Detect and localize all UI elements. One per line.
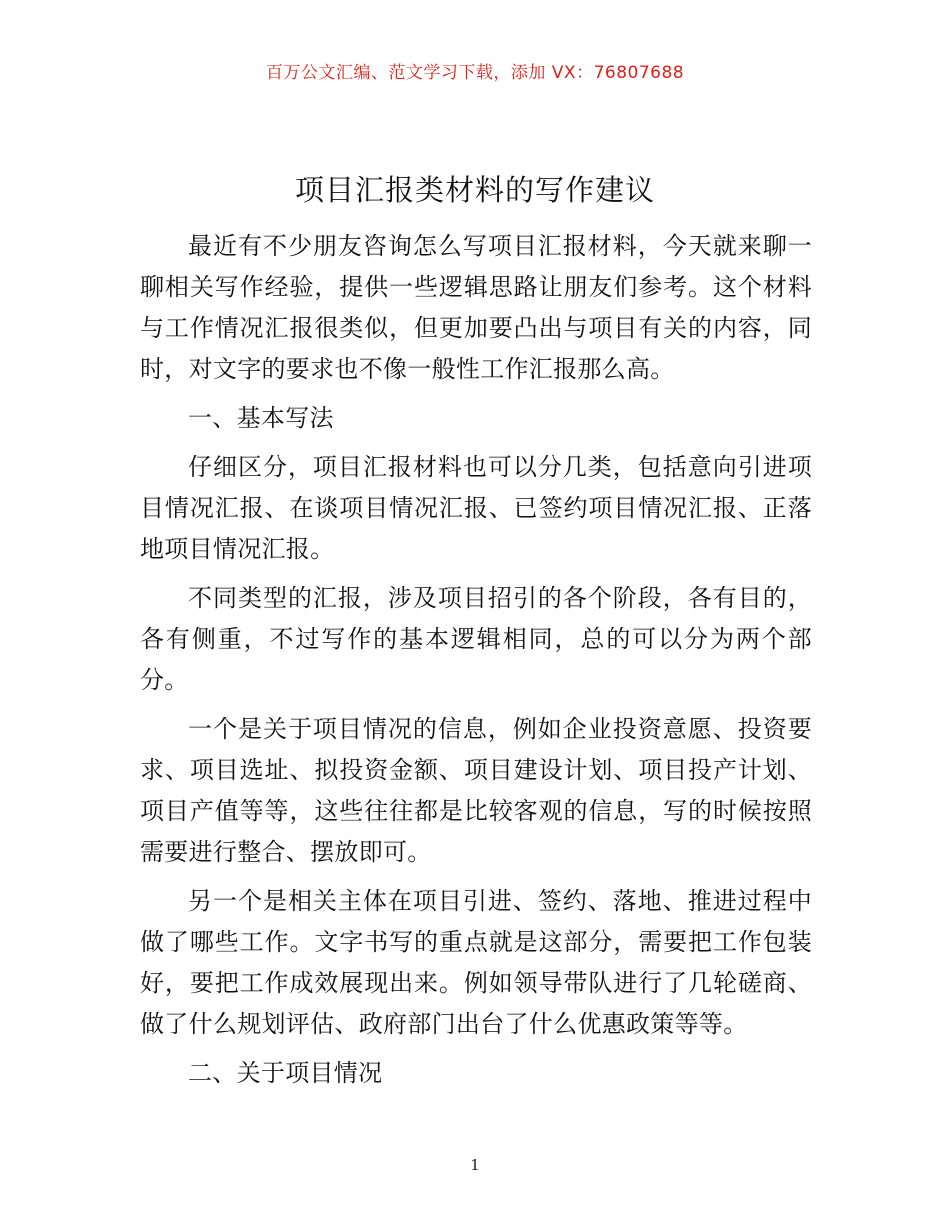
paragraph-categories: 仔细区分，项目汇报材料也可以分几类，包括意向引进项目情况汇报、在谈项目情况汇报、已签约项目情况汇报、正落地项目情况汇报。 xyxy=(140,453,812,563)
document-body xyxy=(140,226,812,1102)
section-heading-project-situation: 二、关于项目情况 xyxy=(188,1059,383,1087)
page-number: 1 xyxy=(470,1156,480,1174)
paragraph-project-info: 一个是关于项目情况的信息，例如企业投资意愿、投资要求、项目选址、拟投资金额、项目建设计划、项目投产计划、项目产值等等，这些往往都是比较客观的信息，写的时候按照需要进行整合、摆放即可。 xyxy=(140,715,812,866)
document-title: 项目汇报类材料的写作建议 xyxy=(294,173,655,207)
section-heading-basic-method: 一、基本写法 xyxy=(188,404,334,432)
paragraph-intro: 最近有不少朋友咨询怎么写项目汇报材料，今天就来聊一聊相关写作经验，提供一些逻辑思路让朋友们参考。这个材料与工作情况汇报很类似，但更加要凸出与项目有关的内容，同时，对文字的要求也不像一般性工作汇报那么高。 xyxy=(140,232,812,383)
paragraph-work-done: 另一个是相关主体在项目引进、签约、落地、推进过程中做了哪些工作。文字书写的重点就是这部分，需要把工作包装好，要把工作成效展现出来。例如领导带队进行了几轮磋商、做了什么规划评估、政府部门出台了什么优惠政策等等。 xyxy=(140,887,812,1038)
paragraph-two-parts: 不同类型的汇报，涉及项目招引的各个阶段，各有目的，各有侧重，不过写作的基本逻辑相同，总的可以分为两个部分。 xyxy=(140,584,812,694)
header-note: 百万公文汇编、范文学习下载，添加 VX：76807688 xyxy=(265,63,685,83)
